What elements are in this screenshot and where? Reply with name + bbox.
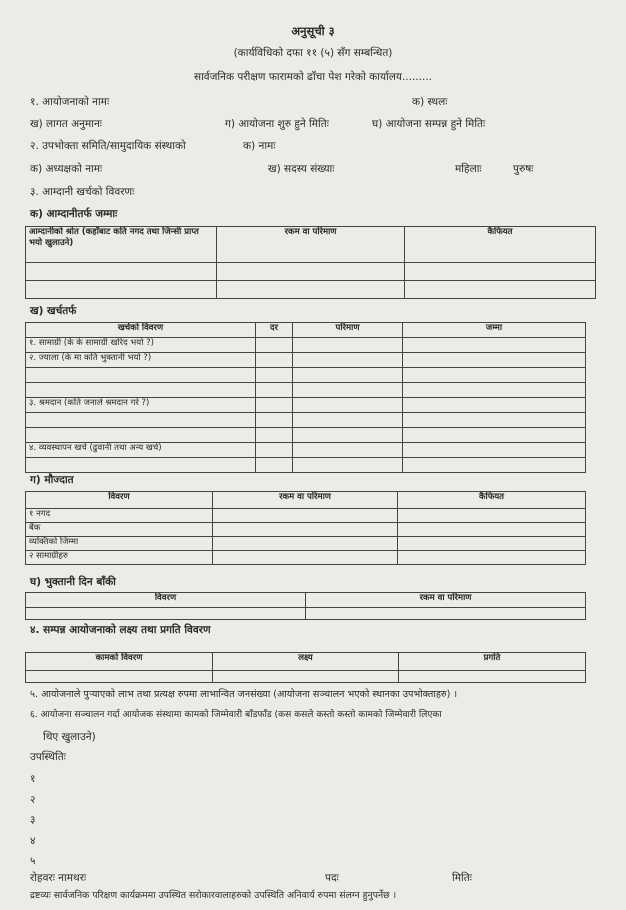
progress-achievement-header: प्रगति [399,653,586,671]
benefit-note: ५. आयोजनाले पुऱ्याएको लाभ तथा प्रत्यक्ष रुपमा लाभान्वित जनसंख्या (आयोजना सञ्चालन भएको स्थानका उपभोक्ताहरु) । [30,689,458,700]
expense-row-label [26,368,256,383]
expense-total-header: जम्मा [403,323,586,338]
cost-estimate-label: ख) लागत अनुमानः [30,118,102,130]
expense-row-label: २. ज्याला (के मा कति भुक्तानी भयो ?) [26,353,256,368]
committee-label: २. उपभोक्ता समिति/सामुदायिक संस्थाको [30,140,186,152]
date-label: मितिः [452,872,472,884]
committee-name-label: क) नामः [243,140,276,152]
annex-subtitle: (कार्यविधिको दफा ११ (५) सँग सम्बन्धित) [233,47,393,59]
progress-work-header: कामको विवरण [26,653,213,671]
progress-table [25,652,586,683]
male-label: पुरुषः [513,163,534,175]
progress-heading: ४. सम्पन्न आयोजनाको लक्ष्य तथा प्रगति विवरण [30,624,211,636]
progress-target-header: लक्ष्य [213,653,399,671]
start-date-label: ग) आयोजना शुरु हुने मितिः [225,118,329,130]
payable-amount-header: रकम वा परिमाण [306,593,586,608]
chairperson-label: क) अध्यक्षको नामः [30,163,103,175]
expense-row-label: १. सामाग्री (के के सामाग्री खरिद भयो ?) [26,338,256,353]
income-amount-header: रकम वा परिमाण [217,227,405,263]
expense-row-label [26,413,256,428]
stock-amount-header: रकम वा परिमाण [213,492,398,509]
stock-heading: ग) मौज्दात [30,474,74,486]
responsibility-note-line1: ६. आयोजना सञ्चालन गर्दा आयोजक संस्थामा कामको जिम्मेवारी बाँडफाँड (कस कसले कस्तो कस्तो कामको जिम्मेवारी लिएका [30,710,442,720]
table-cell[interactable] [217,263,405,281]
post-label: पदः [325,872,339,884]
income-remarks-header: कैफियत [405,227,596,263]
payable-heading: घ) भुक्तानी दिन बाँकी [30,576,116,588]
income-heading: क) आम्दानीतर्फ जम्माः [30,208,118,220]
attendance-number: २ [30,794,36,806]
form-heading: सार्वजनिक परीक्षण फारामको ढाँचा पेश गरेको कार्यालय......... [193,71,433,83]
expense-row-label [26,458,256,473]
expense-desc-header: खर्चको विवरण [26,323,256,338]
expense-heading: ख) खर्चतर्फ [30,305,77,317]
table-cell[interactable] [405,263,596,281]
table-cell[interactable] [26,263,217,281]
expense-table [25,322,586,473]
payable-table [25,592,586,620]
stock-table [25,491,586,565]
expense-rate-header: दर [256,323,293,338]
expense-row-label [26,428,256,443]
table-cell[interactable] [26,281,217,299]
stock-row-label: व्यक्तिको जिम्मा [26,537,213,551]
expense-qty-header: परिमाण [293,323,403,338]
female-label: महिलाः [455,163,482,175]
income-table [25,226,596,299]
payable-desc-header: विवरण [26,593,306,608]
attendance-number: ३ [30,814,36,826]
income-expense-label: ३. आम्दानी खर्चको विवरणः [30,186,135,198]
expense-row-label [26,383,256,398]
attendance-number: ५ [30,855,36,867]
table-cell[interactable] [217,281,405,299]
stock-remarks-header: कैफियत [398,492,586,509]
project-name-label: १. आयोजनाको नामः [30,96,110,108]
expense-row-label: ३. श्रमदान (कति जनाले श्रमदान गरे ?) [26,398,256,413]
member-count-label: ख) सदस्य संख्याः [268,163,335,175]
stock-desc-header: विवरण [26,492,213,509]
footer-note: द्रष्टव्यः सार्वजनिक परिक्षण कार्यक्रममा उपस्थित सरोकारवालाहरुको उपस्थिति अनिवार्य रुपमा संलग्न हुनुपर्नेछ । [30,890,397,901]
stock-row-label: १ नगद [26,509,213,523]
expense-row-label: ४. व्यवस्थापन खर्च (ढुवानी तथा अन्य खर्च) [26,443,256,458]
end-date-label: घ) आयोजना सम्पन्न हुने मितिः [372,118,486,130]
witness-label: रोहवरः नामथरः [30,872,87,884]
responsibility-note-line2: थिए खुलाउने) [43,731,96,743]
stock-row-label: २ सामाग्रीहरु [26,551,213,565]
table-cell[interactable] [405,281,596,299]
attendance-label: उपस्थितिः [30,751,66,763]
location-label: क) स्थलः [412,96,448,108]
attendance-number: ४ [30,835,36,847]
income-source-header: आम्दानीको श्रोत (कहाँबाट कति नगद तथा जिन्सी प्राप्त भयो खुलाउने) [26,227,217,263]
attendance-number: १ [30,773,36,785]
stock-row-label: बैंक [26,523,213,537]
annex-title: अनुसूची ३ [291,24,335,38]
